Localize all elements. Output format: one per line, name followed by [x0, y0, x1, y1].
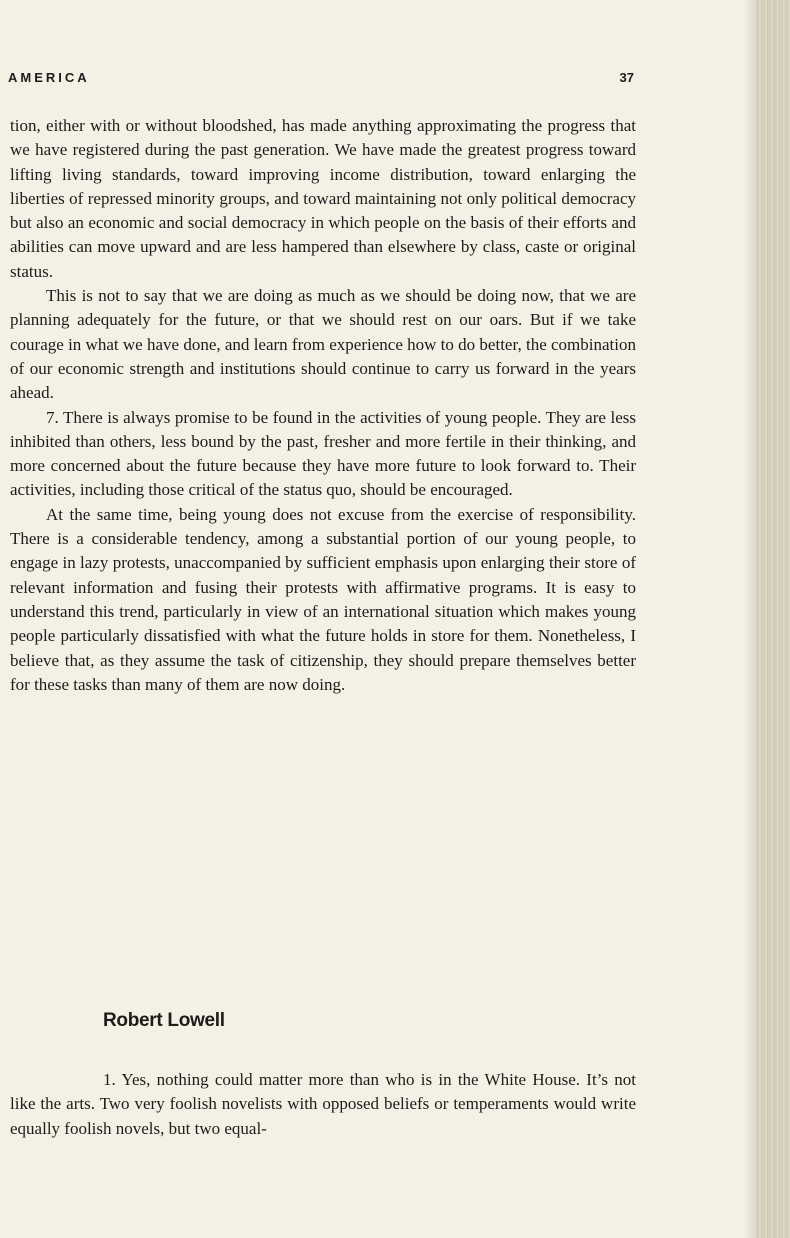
- running-header: [8, 70, 634, 85]
- paragraph: 1. Yes, nothing could matter more than who is in the White House. It’s not like the arts. Two very foolish novelists with opposed beliefs or temperaments would write equally foolish novels, but two equal-: [10, 1070, 636, 1138]
- paragraph: At the same time, being young does not excuse from the exercise of responsibility. There is a considerable tendency, among a substantial portion of our young people, to engage in lazy protests, unaccompanied by sufficient emphasis upon enlarging their store of relevant information and fusing their protests with affirmative programs. It is easy to understand this trend, particularly in view of an international situation which makes young people particularly dissatisfied with what the future holds in store for them. Nonetheless, I believe that, as they assume the task of citizenship, they should prepare themselves better for these tasks than many of them are now doing.: [10, 504, 636, 694]
- page-number: 37: [619, 70, 634, 85]
- page-gutter-shadow: [744, 0, 756, 1238]
- section-text: [10, 1068, 636, 1141]
- paragraph: tion, either with or without bloodshed, has made anything approximating the progress that we have registered during the past generation. We have made the greatest progress toward lifting living standards, toward improving income distribution, toward enlarging the liberties of repressed minority groups, and toward maintaining not only political democracy but also an economic and social democracy in which people on the basis of their efforts and abilities can move upward and are less hampered than elsewhere by class, caste or original status.: [10, 116, 636, 281]
- paragraph: This is not to say that we are doing as much as we should be doing now, that we are planning adequately for the future, or that we should rest on our oars. But if we take courage in what we have done, and learn from experience how to do better, the combination of our economic strength and institutions should continue to carry us forward in the years ahead.: [10, 286, 636, 403]
- section-heading: Robert Lowell: [103, 1010, 225, 1031]
- paragraph: 7. There is always promise to be found in the activities of young people. They are less inhibited than others, less bound by the past, fresher and more fertile in their thinking, and more concerned about the future because they have more future to look forward to. Their activities, including those critical of the status quo, should be encouraged.: [10, 407, 636, 500]
- running-title: AMERICA: [8, 70, 90, 85]
- main-text: [10, 114, 636, 697]
- page-edge: [756, 0, 790, 1238]
